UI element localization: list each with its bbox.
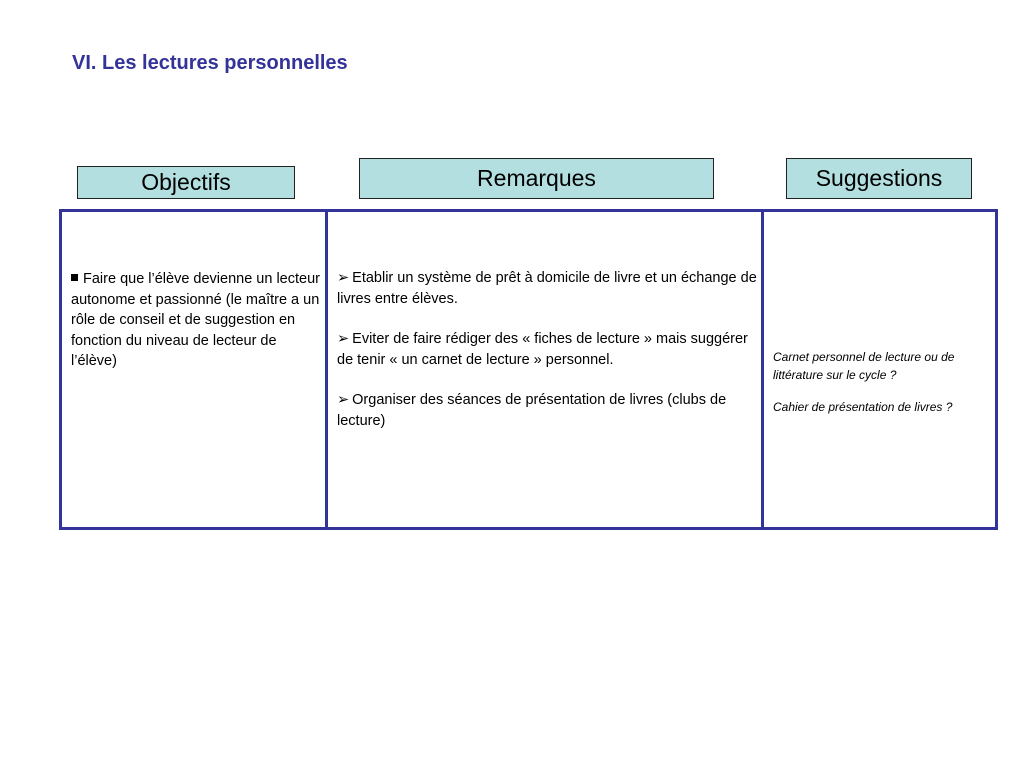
suggestion-item: Carnet personnel de lecture ou de littérature sur le cycle ? [773,350,955,382]
remarques-list [337,268,757,451]
cell-objectifs [62,212,328,527]
arrow-bullet-icon: ➢ [337,331,350,347]
objectif-item [71,269,321,372]
header-objectifs: Objectifs [77,166,295,199]
page-title: VI. Les lectures personnelles [72,52,348,74]
suggestions-list [773,348,998,430]
header-remarques: Remarques [359,158,714,199]
arrow-bullet-icon: ➢ [337,392,350,408]
suggestion-item: Cahier de présentation de livres ? [773,400,953,414]
content-table [59,209,998,530]
remarque-text: Etablir un système de prêt à domicile de livre et un échange de livres entre élèves. [337,270,757,307]
remarque-item [337,268,757,310]
remarque-text: Organiser des séances de présentation de livres (clubs de lecture) [337,392,727,429]
objectif-text: Faire que l’élève devienne un lecteur autonome et passionné (le maître a un rôle de conseil et de suggestion en fonction du niveau de lecteur de l’élève) [71,271,320,369]
remarque-text: Eviter de faire rédiger des « fiches de lecture » mais suggérer de tenir « un carnet de lecture » personnel. [337,331,748,368]
remarque-item [337,390,757,432]
cell-remarques [328,212,764,527]
header-suggestions: Suggestions [786,158,972,199]
remarque-item [337,329,757,371]
square-bullet-icon [71,274,78,281]
cell-suggestions [764,212,995,527]
arrow-bullet-icon: ➢ [337,270,350,286]
